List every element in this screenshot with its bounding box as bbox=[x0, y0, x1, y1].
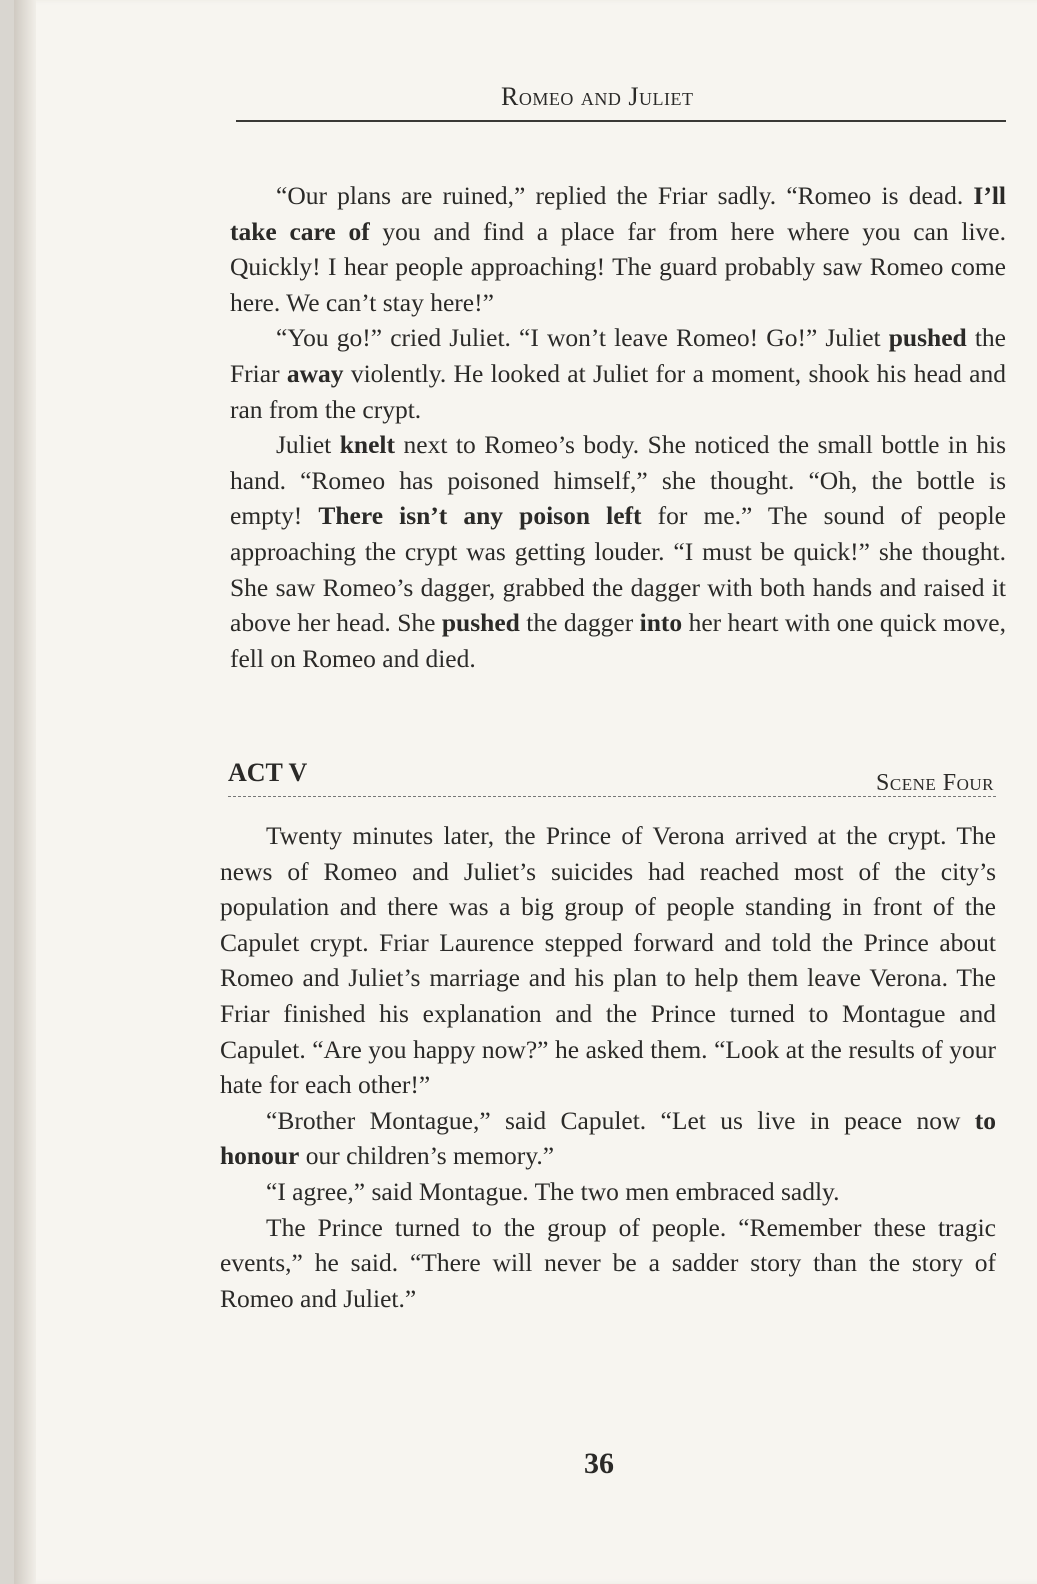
text-run: the Friar bbox=[230, 323, 1007, 388]
bold-phrase: pushed bbox=[441, 608, 520, 638]
paragraph bbox=[230, 320, 1006, 427]
text-run: next to Romeo’s body. She noticed the small bottle in his hand. “Romeo has poisoned himself,” she thought. “Oh, the bottle is empty! bbox=[230, 430, 1006, 531]
text-run: you and find a place far from here where you can live. Quickly! I hear people approaching! The guard probably saw Romeo come here. We can’t stay here!” bbox=[230, 216, 1006, 317]
text-run: The Prince turned to the group of people. “Remember these tragic events,” he said. “There will never be a sadder story than the story of Romeo and Juliet.” bbox=[220, 1212, 996, 1313]
text-run: “Brother Montague,” said Capulet. “Let us live in peace now bbox=[266, 1105, 975, 1135]
text-run: “I agree,” said Montague. The two men embraced sadly. bbox=[266, 1176, 840, 1206]
text-run: Twenty minutes later, the Prince of Verona arrived at the crypt. The news of Romeo and Juliet’s suicides had reached most of the city’s population and there was a big group of people standing in front of the Capulet crypt. Friar Laurence stepped forward and told the Prince about Romeo and Juliet’s marriage and his plan to help them leave Verona. The Friar finished his explanation and the Prince turned to Montague and Capulet. “Are you happy now?” he asked them. “Look at the results of your hate for each other!” bbox=[220, 821, 996, 1100]
paragraph bbox=[220, 818, 996, 1103]
paragraph bbox=[230, 427, 1006, 676]
scene-label: Scene Four bbox=[876, 770, 994, 796]
bold-phrase: to honour bbox=[220, 1105, 996, 1171]
text-run: Juliet bbox=[276, 430, 340, 460]
running-head bbox=[236, 82, 1006, 122]
page-number: 36 bbox=[584, 1447, 614, 1480]
page-gutter bbox=[14, 0, 36, 1584]
text-run: “You go!” cried Juliet. “I won’t leave Romeo! Go!” Juliet bbox=[276, 323, 889, 353]
text-run: violently. He looked at Juliet for a moment, shook his head and ran from the crypt. bbox=[230, 358, 1006, 424]
act-label: ACT V bbox=[228, 758, 308, 787]
bold-phrase: I’ll take care of bbox=[230, 181, 1006, 246]
bold-phrase: pushed bbox=[888, 323, 967, 353]
bold-phrase: away bbox=[286, 358, 344, 388]
bold-phrase: There isn’t any poison left bbox=[318, 501, 642, 531]
paragraph bbox=[220, 1210, 996, 1317]
bold-phrase: into bbox=[639, 608, 683, 638]
text-run: “Our plans are ruined,” replied the Friar sadly. “Romeo is dead. bbox=[276, 181, 974, 210]
paragraph bbox=[220, 1174, 996, 1210]
paragraph bbox=[220, 1103, 996, 1174]
text-run: our children’s memory.” bbox=[299, 1141, 555, 1171]
text-run: her heart with one quick move, fell on Romeo and died. bbox=[230, 608, 1007, 673]
act-scene-heading bbox=[228, 758, 996, 797]
story-text-section-2 bbox=[220, 818, 996, 1316]
paragraph bbox=[230, 178, 1006, 320]
story-text-section-1 bbox=[230, 178, 1006, 676]
text-run: for me.” The sound of people approaching the crypt was getting louder. “I must be quick!” she thought. She saw Romeo’s dagger, grabbed the dagger with both hands and raised it above her head. She bbox=[230, 501, 1006, 638]
bold-phrase: knelt bbox=[339, 430, 396, 460]
book-page bbox=[14, 0, 1037, 1584]
running-head-title: Romeo and Juliet bbox=[501, 82, 694, 111]
text-run: the dagger bbox=[519, 608, 640, 638]
